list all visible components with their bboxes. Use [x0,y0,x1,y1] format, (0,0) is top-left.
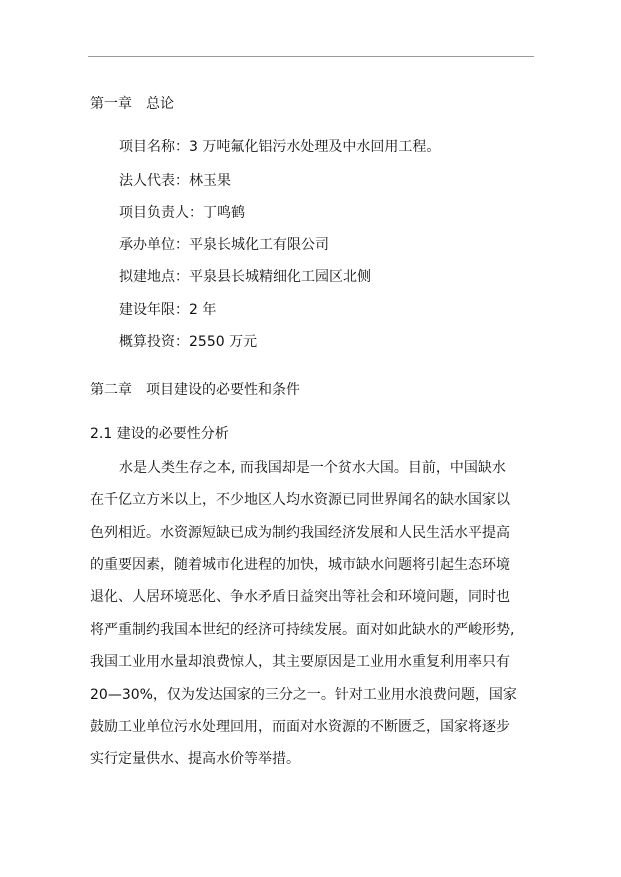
paragraph-line: 的重要因素，随着城市化进程的加快，城市缺水问题将引起生态环境 [90,557,510,573]
paragraph-line: 在千亿立方米以上，不少地区人均水资源已同世界闻名的缺水国家以 [90,492,510,508]
chapter1-heading: 第一章 总论 [90,96,174,112]
field-duration: 建设年限：2 年 [119,302,217,318]
paragraph-line: 将严重制约我国本世纪的经济可持续发展。面对如此缺水的严峻形势, [90,622,515,638]
paragraph-line: 水是人类生存之本, 而我国却是一个贫水大国。目前，中国缺水 [119,460,506,476]
paragraph-line: 鼓励工业单位污水处理回用，而面对水资源的不断匮乏，国家将逐步 [90,719,510,735]
paragraph-line: 退化、人居环境恶化、争水矛盾日益突出等社会和环境问题，同时也 [90,589,510,605]
paragraph-line: 实行定量供水、提高水价等举措。 [90,751,300,767]
field-investment: 概算投资：2550 万元 [119,334,258,350]
field-project-leader: 项目负责人：丁鸣鹤 [119,205,245,221]
paragraph-line: 20—30%，仅为发达国家的三分之一。针对工业用水浪费问题，国家 [90,687,517,703]
header-rule [88,56,534,57]
chapter2-heading: 第二章 项目建设的必要性和条件 [90,382,300,398]
field-contractor: 承办单位：平泉长城化工有限公司 [119,237,329,253]
paragraph-line: 色列相近。水资源短缺已成为制约我国经济发展和人民生活水平提高 [90,525,510,541]
paragraph-line: 我国工业用水量却浪费惊人，其主要原因是工业用水重复利用率只有 [90,654,510,670]
field-legal-representative: 法人代表：林玉果 [119,173,231,189]
section-title: 2.1 建设的必要性分析 [90,426,229,442]
field-project-name: 项目名称：3 万吨氟化铝污水处理及中水回用工程。 [119,139,441,155]
field-site: 拟建地点：平泉县长城精细化工园区北侧 [119,269,371,285]
